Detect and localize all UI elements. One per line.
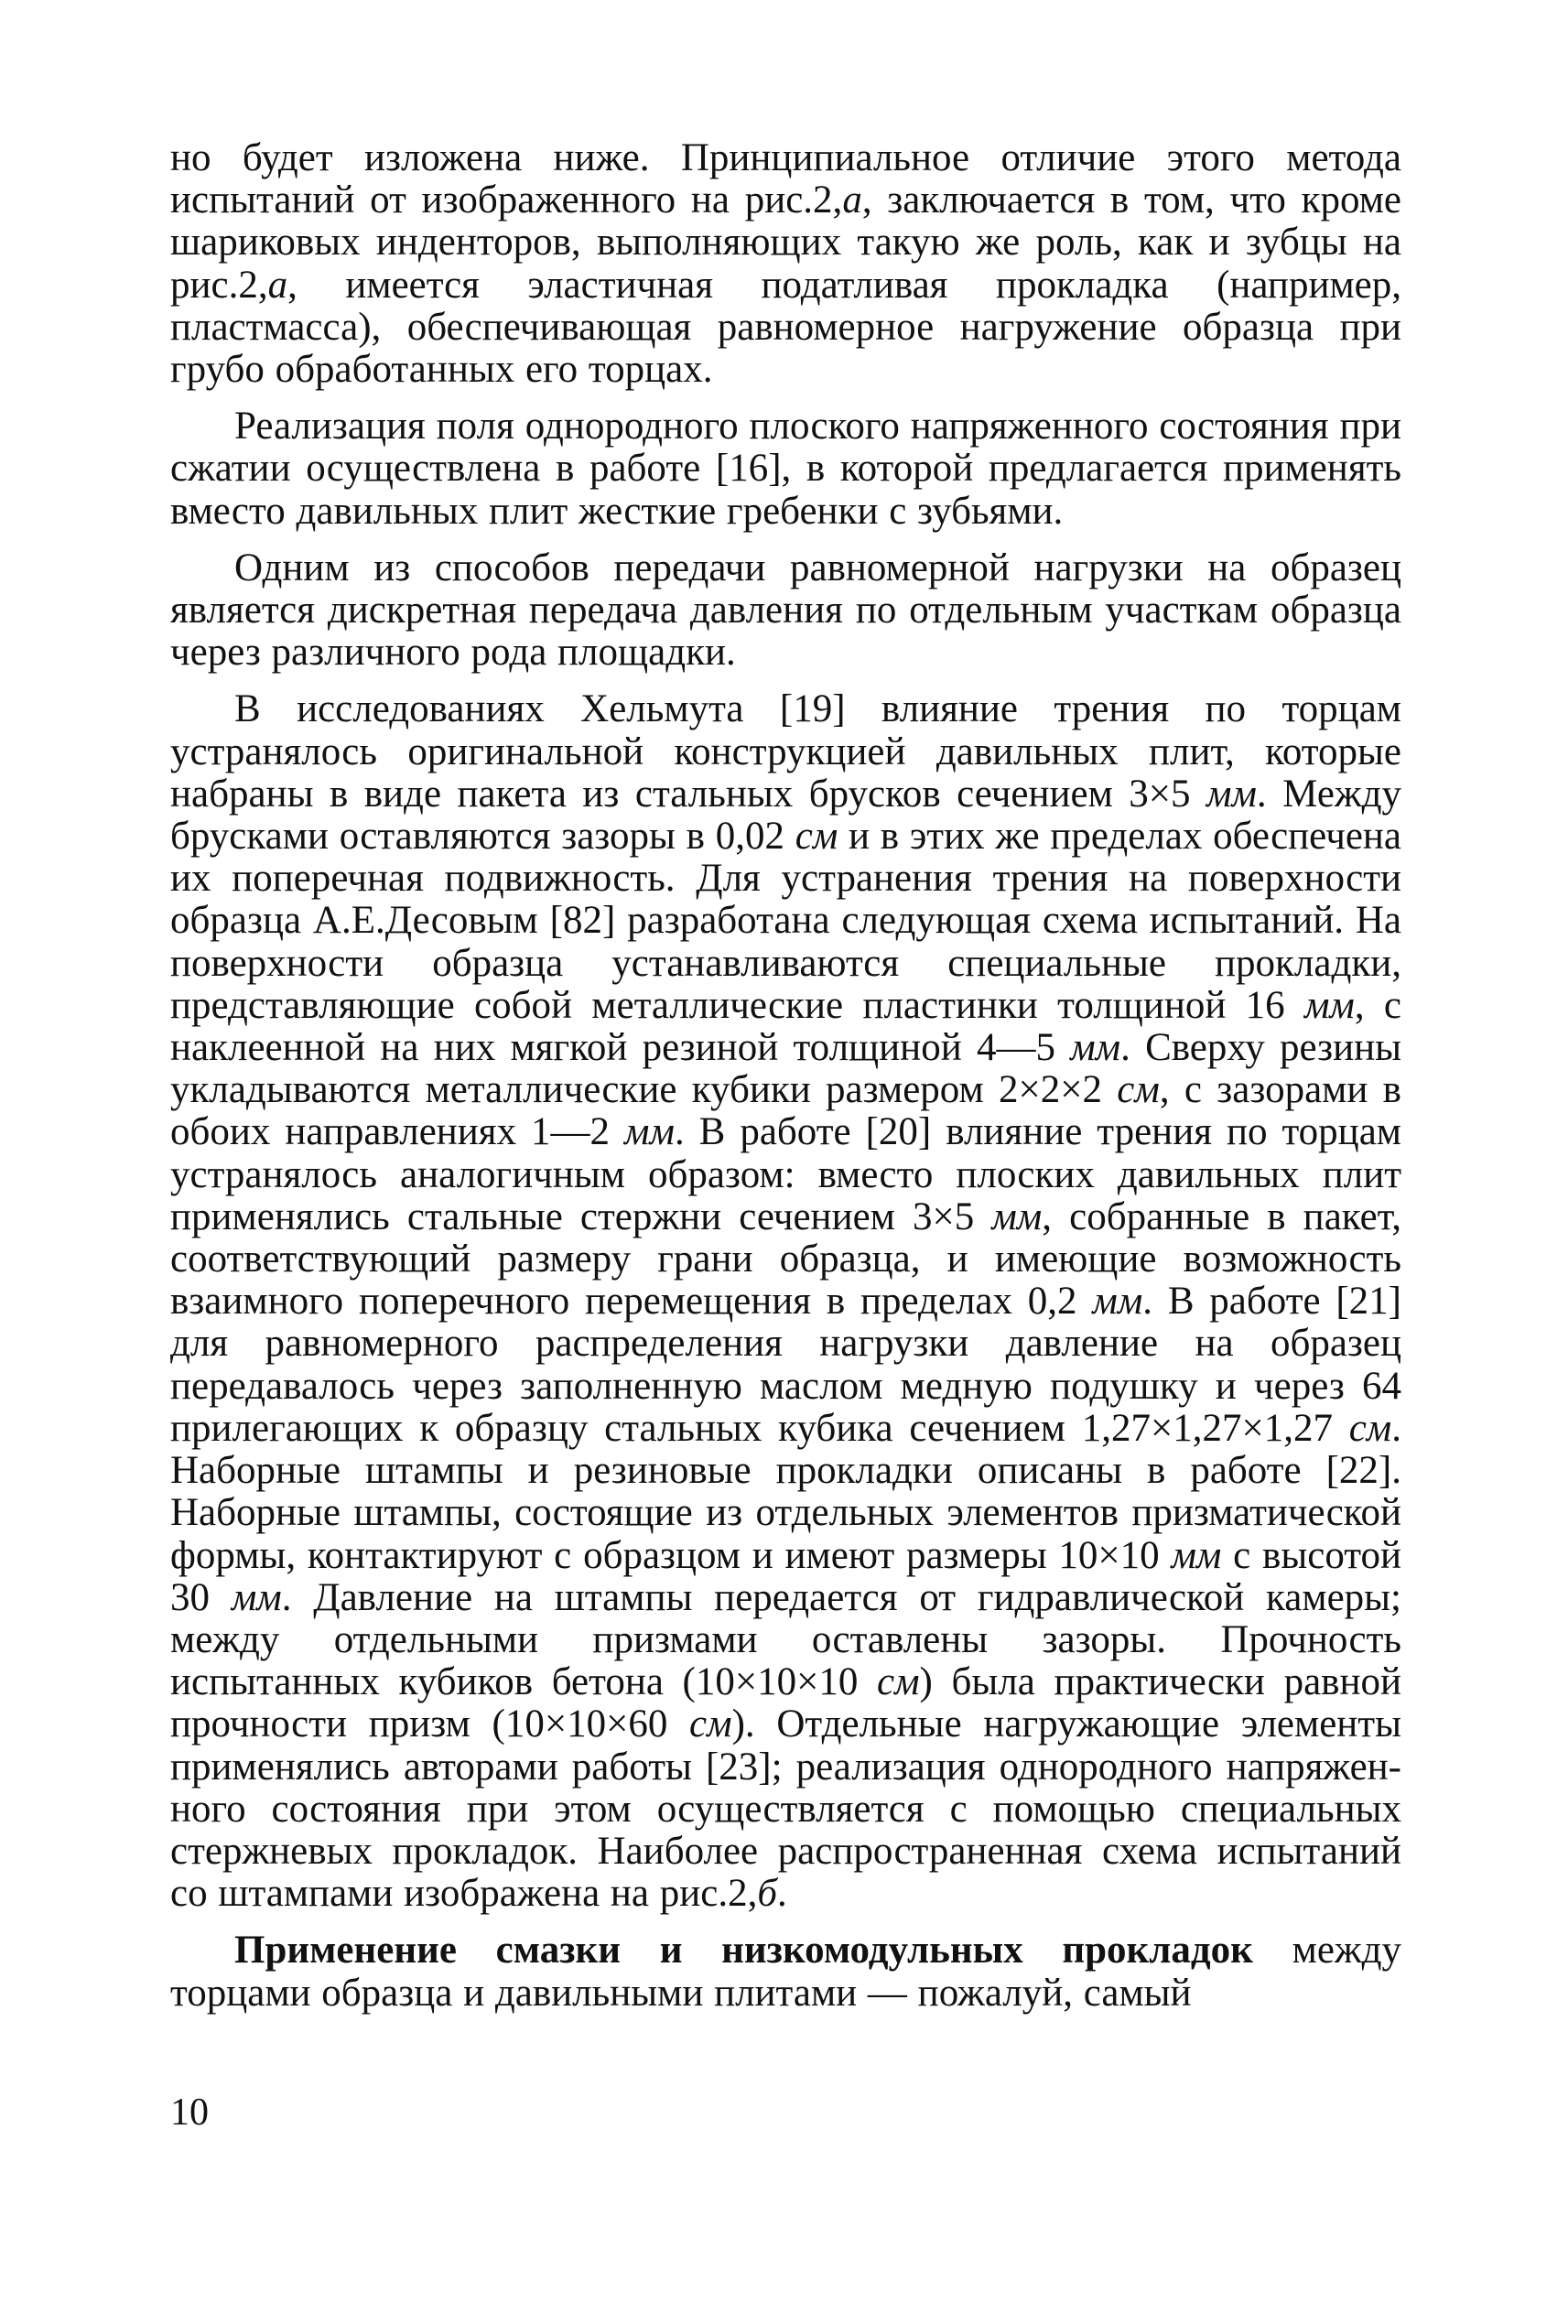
unit-text: см bbox=[1348, 1406, 1392, 1450]
bold-heading-text: Применение смазки и низкомодульных прокладок bbox=[234, 1929, 1253, 1973]
unit-text: мм bbox=[1206, 772, 1257, 816]
unit-text: см bbox=[1117, 1068, 1160, 1112]
text-segment: . Сверху резины укладываются металлические кубики размером 2×2×2 bbox=[170, 1026, 1401, 1112]
text-segment: , с зазорами в обоих направлениях 1—2 bbox=[170, 1068, 1401, 1154]
text-segment: между торцами образца и давильными плитами — пожалуй, самый bbox=[170, 1929, 1401, 2015]
unit-text: мм bbox=[624, 1110, 675, 1154]
text-segment: . Давление на штампы передается от гидравлической камеры; между отдельными призмами оставлены зазоры. Прочность испытанных кубиков бетона (10×10×10 bbox=[170, 1575, 1402, 1704]
text-segment: . Между брусками оставляются зазоры в 0,02 bbox=[170, 772, 1401, 859]
text-segment: с высотой 30 bbox=[170, 1533, 1401, 1619]
page-body bbox=[170, 137, 1401, 2015]
text-segment: , собранные в пакет, соответствующий размеру грани образца, и имеющие возможность взаимного поперечного перемещения в пределах 0,2 bbox=[170, 1194, 1401, 1324]
unit-text: см bbox=[689, 1702, 732, 1746]
unit-text: мм bbox=[1303, 983, 1355, 1027]
unit-text: а bbox=[267, 263, 288, 307]
paragraph bbox=[170, 137, 1401, 391]
text-segment: Реализация поля однородного плоского напряженного состояния при сжатии осуществлена в работе [16], в которой предлагается применять вместо давильных плит жесткие гребенки с зубьями. bbox=[170, 405, 1401, 533]
text-segment: ) была практически равной прочности призм (10×10×60 bbox=[170, 1660, 1401, 1746]
unit-text: б bbox=[757, 1872, 777, 1916]
unit-text: см bbox=[877, 1660, 920, 1704]
unit-text: см bbox=[795, 815, 838, 859]
unit-text: мм bbox=[1171, 1533, 1222, 1577]
text-segment: , имеется эластичная податливая прокладка (например, пластмасса), обеспечивающая равномерное нагружение образца при грубо обработанных его торцах. bbox=[170, 263, 1401, 392]
text-segment: и в этих же пределах обеспечена их поперечная подвижность. Для устранения трения на поверхности образца А.Е.Десовым [82] разработана следующая схема испытаний. На поверхности образца устанавливаются специальные прокладки, представляющие собой металлические пластинки толщиной 16 bbox=[170, 815, 1402, 1027]
paragraph bbox=[170, 1929, 1401, 2014]
paragraph bbox=[170, 405, 1401, 533]
text-segment: . В работе [21] для равномерного распределения нагрузки давление на образец передавалось через заполненную маслом медную подушку и через 64 прилегающих к образцу стальных кубика сечением 1,27×1,27×1,27 bbox=[170, 1280, 1402, 1450]
unit-text: мм bbox=[1092, 1280, 1143, 1324]
paragraph bbox=[170, 688, 1401, 1915]
text-segment: , с наклеенной на них мягкой резиной толщиной 4—5 bbox=[170, 983, 1401, 1070]
text-segment: Одним из способов передачи равномерной нагрузки на образец является дискретная передача давления по отдельным участкам образца через различного рода площадки. bbox=[170, 546, 1401, 675]
text-segment: , заключается в том, что кроме шариковых инденторов, выполняющих такую же роль, как и зубцы на рис.2, bbox=[170, 178, 1401, 307]
text-segment: ). Отдельные нагружающие элементы применялись авторами работы [23]; реализация однородного напряженного состояния при этом осуществляется с помощью специальных стержневых прокладок. Наиболее распространенная схема испытаний со штампами изображена на рис.2, bbox=[170, 1702, 1401, 1916]
paragraph bbox=[170, 547, 1401, 675]
text-segment: . В работе [20] влияние трения по торцам устранялось аналогичным образом: вместо плоских давильных плит применялись стальные стержни сечением 3×5 bbox=[170, 1110, 1401, 1238]
text-segment: но будет изложена ниже. Принципиальное отличие этого метода испытаний от изображенного на рис.2, bbox=[170, 136, 1401, 222]
text-segment: . Наборные штампы и резиновые прокладки описаны в работе [22]. Наборные штампы, состоящие из отдельных элементов призматической формы, контактируют с образцом и имеют размеры 10×10 bbox=[170, 1406, 1401, 1577]
page-number: 10 bbox=[170, 2092, 209, 2134]
text-segment: В исследованиях Хельмута [19] влияние трения по торцам устранялось оригинальной конструкцией давильных плит, которые набраны в виде пакета из стальных брусков сечением 3×5 bbox=[170, 687, 1401, 816]
unit-text: мм bbox=[991, 1194, 1043, 1238]
text-segment: . bbox=[777, 1872, 787, 1916]
unit-text: а bbox=[842, 178, 862, 222]
unit-text: мм bbox=[231, 1575, 282, 1619]
unit-text: мм bbox=[1070, 1026, 1121, 1070]
